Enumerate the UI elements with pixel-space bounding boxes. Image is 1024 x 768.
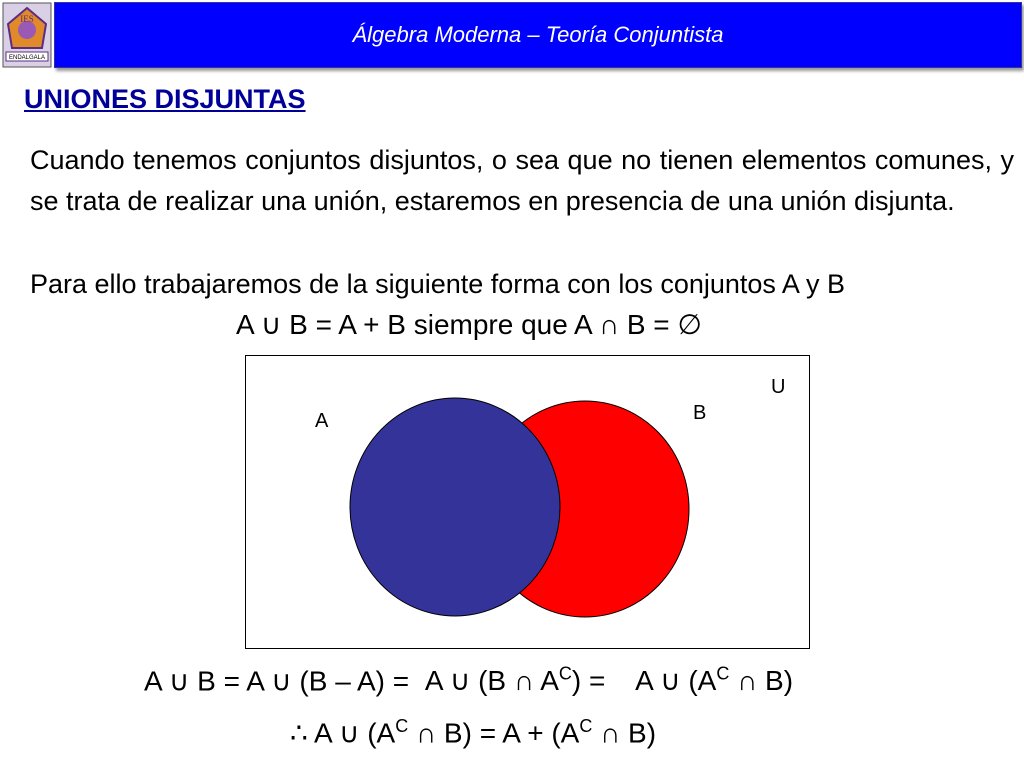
set-a-circle bbox=[350, 398, 560, 616]
set-a-label: A bbox=[315, 410, 329, 432]
formula-part-1: A ∪ B bbox=[144, 665, 216, 697]
svg-text:ENDALGALA: ENDALGALA bbox=[8, 55, 46, 61]
formula-derivation bbox=[144, 664, 793, 697]
paragraph-definition: Cuando tenemos conjuntos disjuntos, o sea que no tienen elementos comunes, y se trata de realizar una unión, estaremos en presencia de una unión disjunta. bbox=[30, 145, 1014, 216]
set-b-label: B bbox=[693, 402, 707, 424]
formula-part-3: A ∪ (B ∩ $A^C$) = bbox=[424, 664, 606, 697]
school-logo bbox=[2, 2, 52, 68]
formula-conclusion: ∴ A ∪ ($A^C$ ∩ $B) = A + (A^C$ ∩ B) bbox=[290, 716, 657, 749]
header-bar bbox=[54, 2, 1022, 68]
formula-part-4: A ∪ ($A^C$ ∩ B) bbox=[635, 664, 794, 697]
section-title: UNIONES DISJUNTAS bbox=[24, 84, 306, 114]
universe-label: U bbox=[771, 376, 786, 398]
paragraph-procedure: Para ello trabajaremos de la siguiente forma con los conjuntos A y B bbox=[30, 269, 845, 299]
slide-header bbox=[0, 0, 1024, 72]
venn-diagram bbox=[245, 355, 810, 649]
svg-text:IES: IES bbox=[20, 14, 34, 24]
header-title: Álgebra Moderna – Teoría Conjuntista bbox=[352, 22, 724, 47]
formula-part-2: = A ∪ (B – A) = bbox=[223, 665, 410, 697]
formula-disjoint-union: A ∪ B = A + B siempre que A ∩ B = ∅ bbox=[236, 309, 702, 340]
venn-svg bbox=[246, 356, 809, 648]
